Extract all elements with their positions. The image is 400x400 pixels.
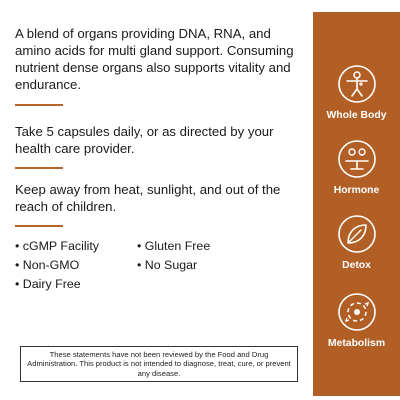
metabolism-icon <box>337 292 377 332</box>
badge-metabolism <box>313 292 400 350</box>
hormone-icon <box>337 139 377 179</box>
product-description: A blend of organs providing DNA, RNA, and amino acids for multi gland support. Consuming nutrient dense organs also supports vitality and endurance. <box>15 26 294 92</box>
benefits-sidebar <box>313 12 400 396</box>
badge-whole-body <box>313 64 400 122</box>
storage-warning: Keep away from heat, sunlight, and out of the reach of children. <box>15 182 281 214</box>
feature-item: • Dairy Free <box>15 277 81 291</box>
section-divider <box>15 104 63 106</box>
feature-item: • Non-GMO <box>15 258 80 272</box>
feature-list <box>15 238 305 293</box>
badge-label: Hormone <box>333 185 380 196</box>
badge-label: Detox <box>342 260 371 271</box>
badge-label: Whole Body <box>326 110 387 121</box>
feature-item: • cGMP Facility <box>15 239 99 253</box>
feature-item: • Gluten Free <box>137 239 211 253</box>
section-divider <box>15 225 63 227</box>
fda-disclaimer: These statements have not been reviewed by the Food and Drug Administration. This product is not intended to diagnose, treat, cure, or prevent any disease. <box>20 346 298 382</box>
dosage-instructions: Take 5 capsules daily, or as directed by your health care provider. <box>15 124 274 156</box>
detox-leaf-icon <box>337 214 377 254</box>
badge-detox <box>313 214 400 272</box>
whole-body-icon <box>337 64 377 104</box>
feature-item: • No Sugar <box>137 258 198 272</box>
badge-label: Metabolism <box>327 338 386 349</box>
section-divider <box>15 167 63 169</box>
badge-hormone <box>313 139 400 197</box>
